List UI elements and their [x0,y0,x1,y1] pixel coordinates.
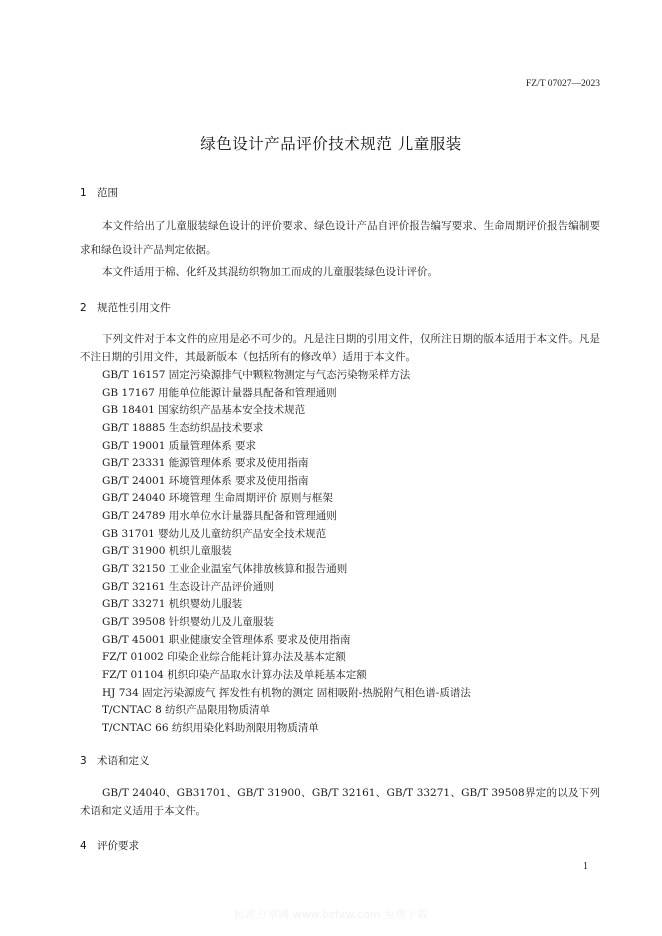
section-number: 4 [80,840,87,852]
reference-item: GB/T 16157 固定污染源排气中颗粒物测定与气态污染物采样方法 [102,369,411,381]
reference-item: GB/T 24789 用水单位水计量器具配备和管理通则 [102,510,337,523]
reference-item: GB/T 24040 环境管理 生命周期评价 原则与框架 [102,492,333,505]
reference-item: GB/T 33271 机织婴幼儿服装 [102,598,243,611]
normative-intro-paragraph: 下列文件对于本文件的应用是必不可少的。凡是注日期的引用文件，仅所注日期的版本适用于本文件。凡是不注日期的引用文件，其最新版本（包括所有的修改单）适用于本文件。 [80,333,600,363]
section-heading-scope [80,185,118,200]
reference-item: GB 31701 婴幼儿及儿童纺织产品安全技术规范 [102,527,327,540]
terms-paragraph: GB/T 24040、GB31701、GB/T 31900、GB/T 32161、GB/T 33271、GB/T 39508界定的以及下列术语和定义适用于本文件。 [80,787,600,817]
section-title: 规范性引用文件 [97,302,171,314]
section-number: 1 [80,187,87,199]
reference-item: FZ/T 01104 机织印染产品取水计算办法及单耗基本定额 [102,668,367,681]
reference-item: GB/T 39508 针织婴幼儿及儿童服装 [102,615,274,628]
reference-item: FZ/T 01002 印染企业综合能耗计算办法及基本定额 [102,651,346,664]
reference-item: GB/T 19001 质量管理体系 要求 [102,439,257,452]
document-number: FZ/T 07027—2023 [526,79,600,89]
reference-item: HJ 734 固定污染源废气 挥发性有机物的测定 固相吸附-热脱附气相色谱-质谱法 [102,686,471,699]
reference-item: GB/T 31900 机织儿童服装 [102,545,232,558]
section-heading-normative-references [80,300,171,315]
reference-item: GB 17167 用能单位能源计量器具配备和管理通则 [102,386,337,399]
section-number: 2 [80,302,87,314]
reference-item: GB/T 18885 生态纺织品技术要求 [102,421,264,434]
section-heading-terms-definitions [80,753,150,768]
reference-item: GB 18401 国家纺织产品基本安全技术规范 [102,404,306,417]
reference-item: GB/T 32161 生态设计产品评价通则 [102,580,274,593]
reference-item: T/CNTAC 8 纺织产品限用物质清单 [102,704,271,717]
section-title: 评价要求 [97,840,139,852]
document-title: 绿色设计产品评价技术规范 儿童服装 [200,135,462,153]
reference-item: GB/T 23331 能源管理体系 要求及使用指南 [102,457,309,470]
section-number: 3 [80,755,87,767]
watermark: 标准分享网 www.bzfxw.com 免费下载 [234,908,428,921]
reference-item: T/CNTAC 66 纺织用染化料助剂限用物质清单 [102,721,319,734]
section-title: 范围 [97,187,118,199]
normative-reference-list [102,367,471,737]
scope-paragraph-2: 本文件适用于棉、化纤及其混纺织物加工而成的儿童服装绿色设计评价。 [102,266,439,278]
reference-item: GB/T 24001 环境管理体系 要求及使用指南 [102,474,309,487]
section-heading-evaluation-requirements [80,838,139,853]
reference-item: GB/T 32150 工业企业温室气体排放核算和报告通则 [102,563,348,576]
section-title: 术语和定义 [97,755,150,767]
reference-item: GB/T 45001 职业健康安全管理体系 要求及使用指南 [102,633,351,646]
scope-paragraph-1: 本文件给出了儿童服装绿色设计的评价要求、绿色设计产品自评价报告编写要求、生命周期评价报告编制要求和绿色设计产品判定依据。 [80,220,600,256]
page-number: 1 [583,861,588,872]
